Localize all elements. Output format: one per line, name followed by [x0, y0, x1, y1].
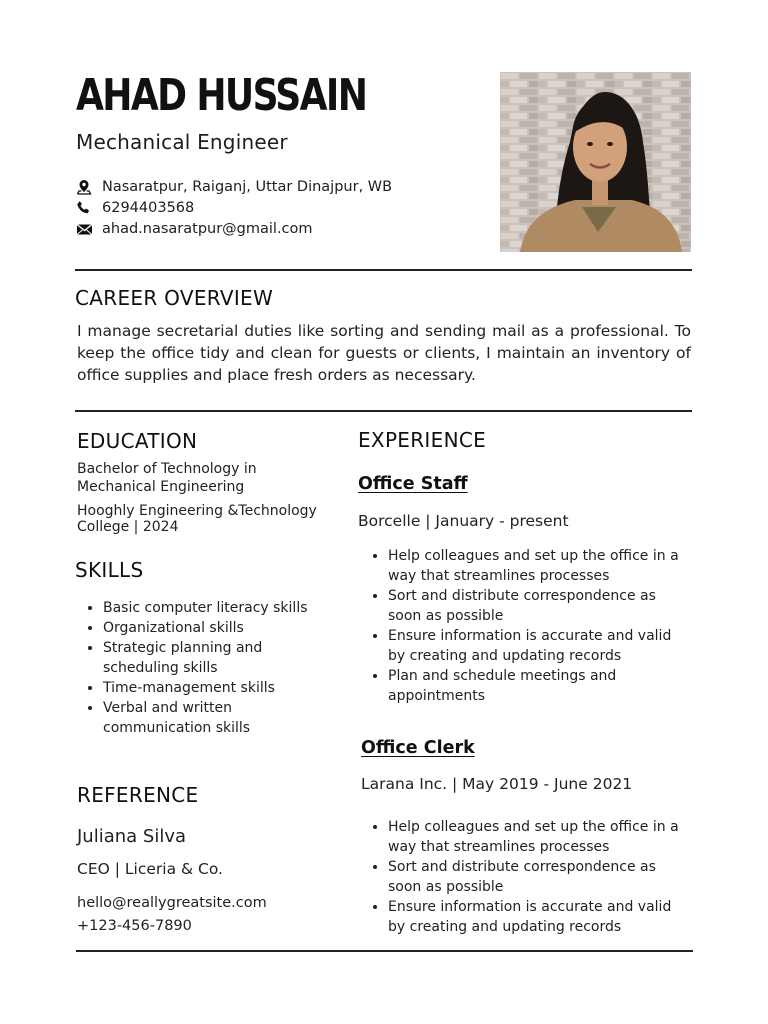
job-2-meta: Larana Inc. | May 2019 - June 2021	[361, 775, 633, 793]
profile-photo	[500, 72, 691, 252]
divider-bottom	[76, 950, 693, 952]
reference-name: Juliana Silva	[77, 826, 187, 847]
phone-line	[76, 198, 194, 218]
skills-heading: SKILLS	[75, 558, 144, 582]
job-2-title: Office Clerk	[361, 738, 475, 758]
reference-heading: REFERENCE	[77, 783, 199, 807]
education-degree-line: Bachelor of Technology in	[77, 461, 257, 477]
career-overview-heading: CAREER OVERVIEW	[75, 286, 274, 310]
address-line	[76, 177, 392, 197]
skill-item: • Organizational skills	[103, 618, 335, 638]
job-title: Mechanical Engineer	[76, 130, 288, 154]
reference-phone: +123-456-7890	[77, 918, 192, 934]
skill-item: • Time-management skills	[103, 678, 335, 698]
email-text: ahad.nasaratpur@gmail.com	[102, 221, 313, 237]
email-line	[76, 219, 313, 239]
divider-middle	[75, 410, 692, 412]
skills-list	[75, 598, 335, 738]
education-heading: EDUCATION	[77, 429, 198, 453]
location-pin-icon	[76, 179, 94, 195]
duty-item: • Sort and distribute correspondence as soon as possible	[388, 586, 690, 626]
duty-item: • Sort and distribute correspondence as soon as possible	[388, 857, 690, 897]
address-text: Nasaratpur, Raiganj, Uttar Dinajpur, WB	[102, 179, 393, 195]
divider-top	[75, 269, 692, 271]
duty-item: • Ensure information is accurate and valid by creating and updating records	[388, 626, 690, 666]
education-college-line: Hooghly Engineering &Technology	[77, 503, 317, 519]
duty-item: • Plan and schedule meetings and appointments	[388, 666, 690, 706]
education-degree-line: Mechanical Engineering	[77, 479, 245, 495]
job-1-title: Office Staff	[358, 474, 468, 494]
experience-heading: EXPERIENCE	[358, 428, 487, 452]
envelope-icon	[76, 221, 94, 237]
job-1-meta: Borcelle | January - present	[358, 512, 569, 530]
reference-position: CEO | Liceria & Co.	[77, 860, 223, 878]
candidate-name: AHAD HUSSAIN	[76, 70, 367, 121]
job-2-duties	[360, 817, 690, 937]
education-college-line: College | 2024	[77, 519, 179, 535]
job-1-duties	[360, 546, 690, 706]
phone-text: 6294403568	[102, 200, 195, 216]
duty-item: • Ensure information is accurate and valid by creating and updating records	[388, 897, 690, 937]
education-degree	[77, 460, 257, 496]
phone-icon	[76, 200, 94, 216]
skill-item: • Strategic planning and scheduling skills	[103, 638, 273, 678]
skill-item: • Basic computer literacy skills	[103, 598, 335, 618]
reference-email: hello@reallygreatsite.com	[77, 895, 267, 911]
duty-item: • Help colleagues and set up the office in a way that streamlines processes	[388, 817, 690, 857]
duty-item: • Help colleagues and set up the office in a way that streamlines processes	[388, 546, 690, 586]
career-overview-text: I manage secretarial duties like sorting and sending mail as a professional. To keep the office tidy and clean for guests or clients, I maintain an inventory of office supplies and place fresh orders as necessary.	[77, 322, 691, 384]
skill-item: • Verbal and written communication skills	[103, 698, 273, 738]
education-college	[77, 503, 317, 535]
